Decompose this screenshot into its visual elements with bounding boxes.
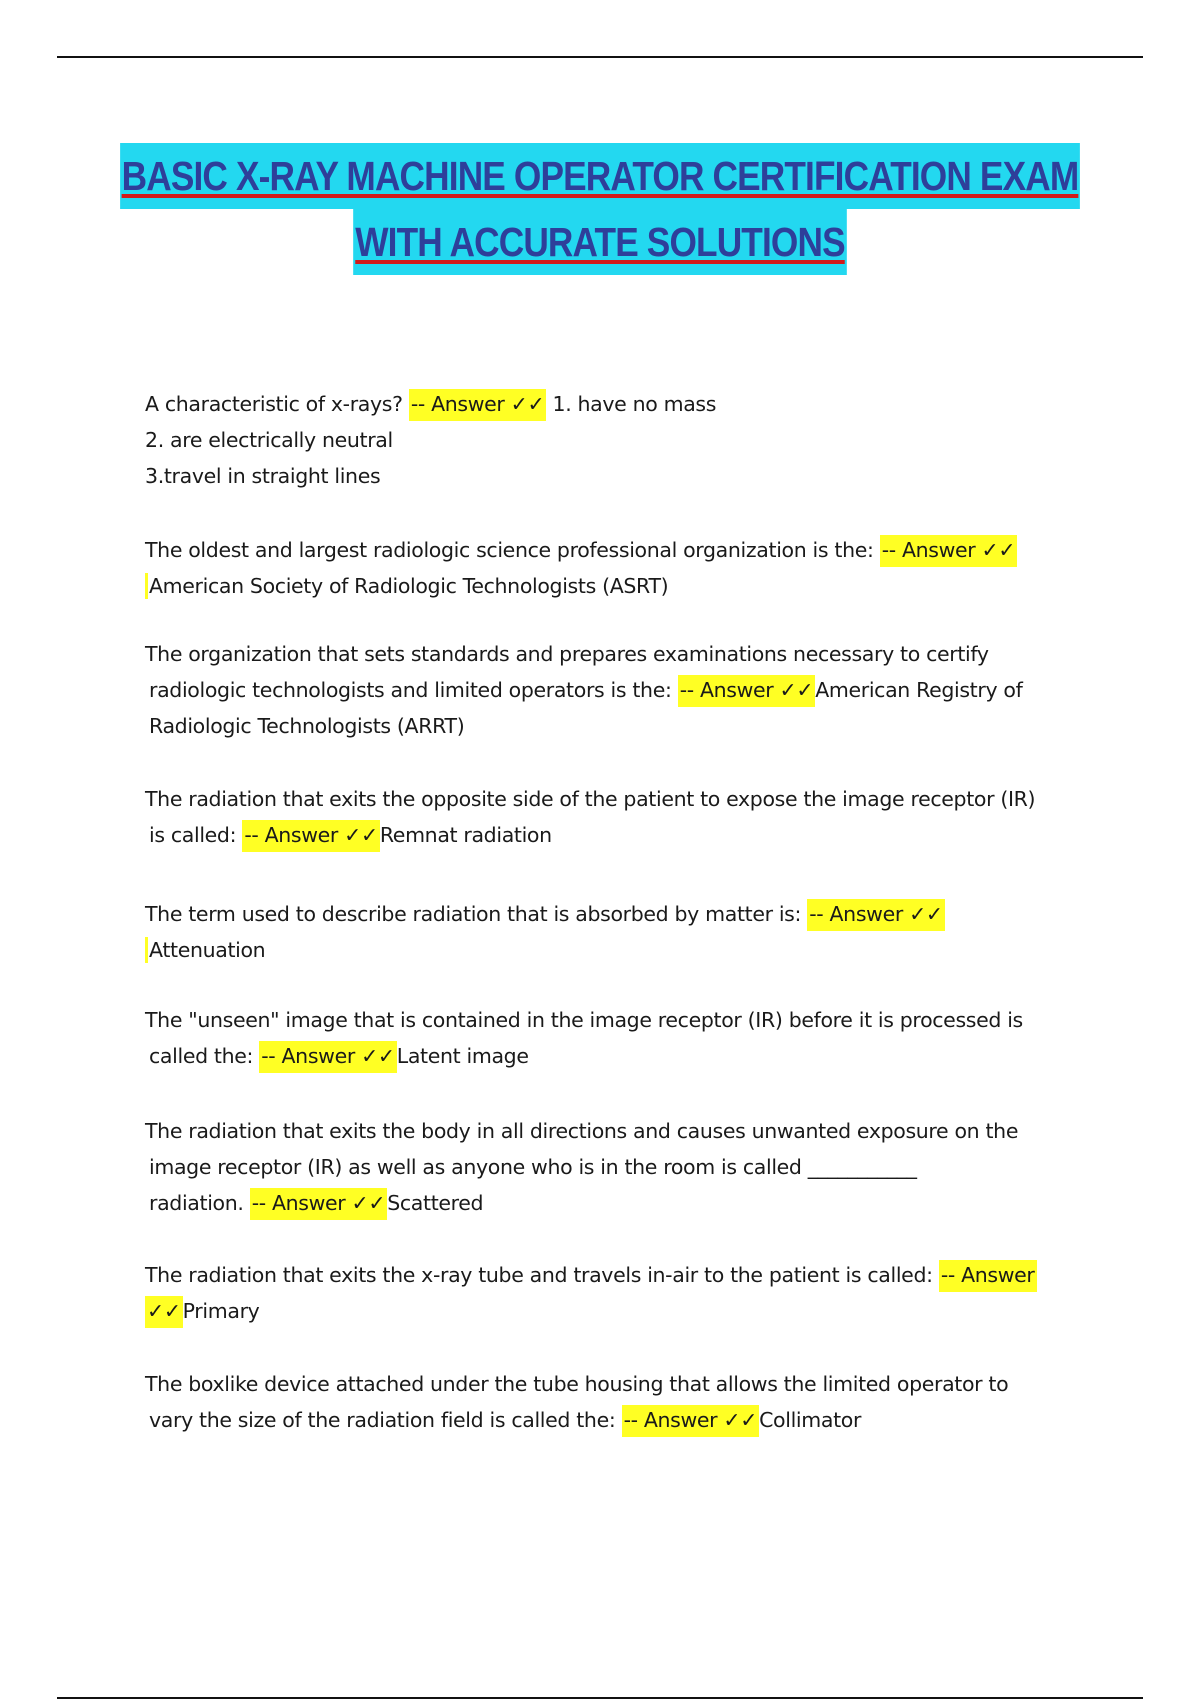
highlight-marker [145,937,148,963]
qa-answer: 1. have no mass [552,392,717,416]
answer-label: -- Answer ✓✓ [880,535,1018,567]
title-line-2: WITH ACCURATE SOLUTIONS [354,209,847,275]
qa-item-7 [145,1113,1095,1221]
title-line-1: BASIC X-RAY MACHINE OPERATOR CERTIFICATION EXAM [120,143,1080,209]
qa-answer: Primary [182,1299,260,1323]
qa-answer: 2. are electrically neutral [145,428,393,452]
answer-label: -- Answer ✓✓ [807,899,945,931]
qa-question: The radiation that exits the opposite side of the patient to expose the image receptor (IR) [145,787,1036,811]
qa-answer: Attenuation [149,938,266,962]
qa-question: The radiation that exits the body in all directions and causes unwanted exposure on the [145,1119,1019,1143]
bottom-rule [57,1697,1143,1699]
qa-answer: Collimator [759,1408,862,1432]
answer-label: -- Answer ✓✓ [678,675,816,707]
answer-label: -- Answer ✓✓ [259,1041,397,1073]
answer-label: -- Answer ✓✓ [250,1188,388,1220]
qa-question: vary the size of the radiation field is called the: [149,1408,616,1432]
qa-question: A characteristic of x-rays? [145,392,403,416]
qa-item-8 [145,1257,1095,1329]
qa-question: The term used to describe radiation that is absorbed by matter is: [145,902,802,926]
qa-question: called the: [149,1044,254,1068]
qa-item-3 [145,636,1095,744]
highlight-marker [145,573,148,599]
answer-label: -- Answer ✓✓ [242,820,380,852]
qa-answer: Latent image [396,1044,529,1068]
qa-item-2 [145,532,1095,604]
qa-question: is called: [149,823,237,847]
answer-label: -- Answer ✓✓ [622,1405,760,1437]
qa-question: The "unseen" image that is contained in the image receptor (IR) before it is processed is [145,1008,1023,1032]
qa-answer: American Society of Radiologic Technologists (ASRT) [149,574,669,598]
qa-answer: Scattered [387,1191,484,1215]
qa-answer: American Registry of [815,678,1023,702]
qa-question: The organization that sets standards and prepares examinations necessary to certify [145,642,989,666]
qa-answer: 3.travel in straight lines [145,464,381,488]
answer-label: ✓✓ [145,1296,183,1328]
qa-question: radiation. [149,1191,244,1215]
qa-question: The radiation that exits the x-ray tube and travels in-air to the patient is called: [145,1263,933,1287]
document-title [84,143,1116,275]
qa-item-5 [145,896,1095,968]
qa-item-9 [145,1366,1095,1438]
qa-item-6 [145,1002,1095,1074]
qa-item-4 [145,781,1095,853]
qa-question: image receptor (IR) as well as anyone who is in the room is called ___________ [149,1155,917,1179]
qa-item-1 [145,386,1095,494]
qa-answer: Remnat radiation [379,823,552,847]
answer-label: -- Answer ✓✓ [409,389,547,421]
answer-label: -- Answer [939,1260,1037,1292]
qa-answer: Radiologic Technologists (ARRT) [149,714,465,738]
qa-question: radiologic technologists and limited operators is the: [149,678,672,702]
qa-question: The oldest and largest radiologic science professional organization is the: [145,538,874,562]
top-rule [57,56,1143,58]
qa-question: The boxlike device attached under the tube housing that allows the limited operator to [145,1372,1009,1396]
qa-question-1-line [145,386,1095,422]
